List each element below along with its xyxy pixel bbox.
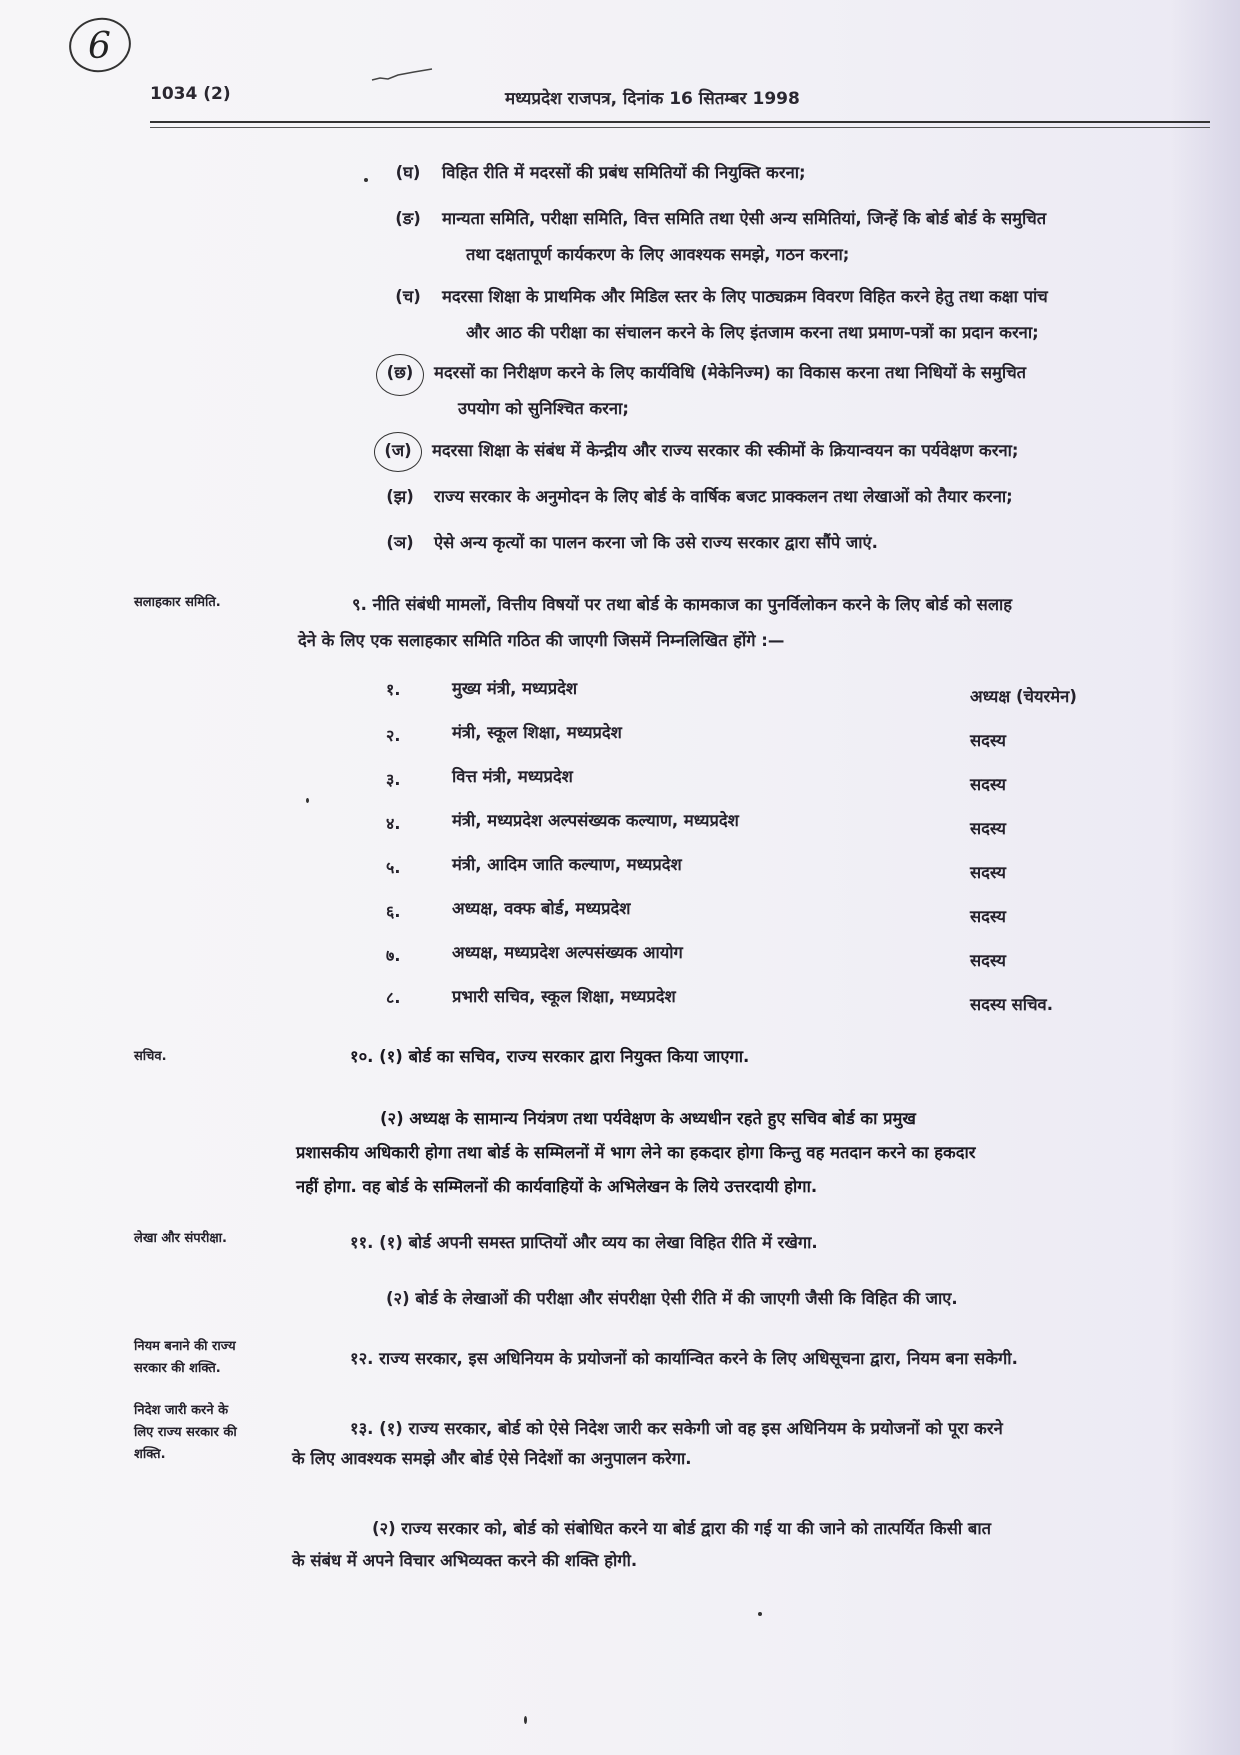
section10-p2-line1: (२) अध्यक्ष के सामान्य नियंत्रण तथा पर्यवेक्षण के अध्यधीन रहते हुए सचिव बोर्ड का प्रमुख xyxy=(380,1109,916,1128)
member-number: ७. xyxy=(386,946,401,965)
side-heading-line: सरकार की शक्ति. xyxy=(134,1361,221,1376)
section13-p1-line1: १३. (१) राज्य सरकार, बोर्ड को ऐसे निदेश जारी कर सकेगी जो वह इस अधिनियम के प्रयोजनों को पूरा करने xyxy=(350,1419,1003,1438)
member-number: २. xyxy=(386,726,401,745)
section9-line2: देने के लिए एक सलाहकार समिति गठित की जाएगी जिसमें निम्नलिखित होंगे :— xyxy=(298,631,785,650)
scan-speck xyxy=(306,798,309,803)
section10-p1: १०. (१) बोर्ड का सचिव, राज्य सरकार द्वारा नियुक्त किया जाएगा. xyxy=(350,1047,750,1066)
member-role: सदस्य xyxy=(970,907,1006,926)
member-role: सदस्य xyxy=(970,731,1006,750)
clause-text: मदरसों का निरीक्षण करने के लिए कार्यविधि (मेकेनिज्म) का विकास करना तथा निधियों के समुचित xyxy=(434,363,1027,382)
scan-speck xyxy=(364,178,368,182)
side-heading-line: शक्ति. xyxy=(134,1447,166,1462)
member-number: ६. xyxy=(386,902,401,921)
clause-label: (ज) xyxy=(384,441,412,460)
clause-text: मदरसा शिक्षा के प्राथमिक और मिडिल स्तर के लिए पाठ्यक्रम विवरण विहित करने हेतु तथा कक्षा पांच xyxy=(442,287,1048,306)
member-name: अध्यक्ष, मध्यप्रदेश अल्पसंख्यक आयोग xyxy=(452,943,683,962)
member-name: प्रभारी सचिव, स्कूल शिक्षा, मध्यप्रदेश xyxy=(452,987,676,1006)
clause-text-cont: और आठ की परीक्षा का संचालन करने के लिए इंतजाम करना तथा प्रमाण-पत्रों का प्रदान करना; xyxy=(466,323,1039,342)
member-name: मंत्री, आदिम जाति कल्याण, मध्यप्रदेश xyxy=(452,855,682,874)
member-role: अध्यक्ष (चेयरमेन) xyxy=(970,687,1077,706)
scan-speck xyxy=(524,1716,527,1724)
member-name: मंत्री, मध्यप्रदेश अल्पसंख्यक कल्याण, मध्यप्रदेश xyxy=(452,811,739,830)
member-name: वित्त मंत्री, मध्यप्रदेश xyxy=(452,767,573,786)
handwritten-circled-number xyxy=(66,14,134,76)
side-heading-directions xyxy=(134,1400,237,1466)
clause-label: (झ) xyxy=(386,487,414,506)
side-heading-rule-making xyxy=(134,1336,236,1380)
clause-label: (घ) xyxy=(395,163,421,182)
member-number: ५. xyxy=(386,858,401,877)
member-role: सदस्य xyxy=(970,819,1006,838)
side-heading-advisory-committee: सलाहकार समिति. xyxy=(134,595,221,610)
member-role: सदस्य सचिव. xyxy=(970,995,1053,1014)
section11-p2: (२) बोर्ड के लेखाओं की परीक्षा और संपरीक्षा ऐसी रीति में की जाएगी जैसी कि विहित की जाए. xyxy=(386,1289,958,1308)
handwritten-number-text: 6 xyxy=(88,26,111,67)
member-role: सदस्य xyxy=(970,863,1006,882)
header-rule xyxy=(150,121,1210,123)
clause-text: राज्य सरकार के अनुमोदन के लिए बोर्ड के वार्षिक बजट प्राक्कलन तथा लेखाओं को तैयार करना; xyxy=(434,487,1013,506)
member-number: १. xyxy=(386,680,401,699)
member-number: ८. xyxy=(386,988,401,1007)
header-gazette-title: मध्यप्रदेश राजपत्र, दिनांक 16 सितम्बर 1998 xyxy=(505,89,800,109)
clause-text-cont: तथा दक्षतापूर्ण कार्यकरण के लिए आवश्यक समझे, गठन करना; xyxy=(466,245,850,264)
member-number: ३. xyxy=(386,770,401,789)
section13-p2-line2: के संबंध में अपने विचार अभिव्यक्त करने की शक्ति होगी. xyxy=(292,1551,638,1570)
member-role: सदस्य xyxy=(970,951,1006,970)
clause-text-cont: उपयोग को सुनिश्चित करना; xyxy=(458,399,629,418)
scan-speck xyxy=(758,1612,762,1616)
section13-p1-line2: के लिए आवश्यक समझे और बोर्ड ऐसे निदेशों का अनुपालन करेगा. xyxy=(292,1449,692,1468)
clause-text: मान्यता समिति, परीक्षा समिति, वित्त समिति तथा ऐसी अन्य समितियां, जिन्हें कि बोर्ड बोर्ड के समुचित xyxy=(442,209,1047,228)
side-heading-secretary: सचिव. xyxy=(134,1049,167,1064)
scan-edge-shadow xyxy=(1170,0,1240,1755)
section12-p1: १२. राज्य सरकार, इस अधिनियम के प्रयोजनों को कार्यान्वित करने के लिए अधिसूचना द्वारा, नियम बना सकेगी. xyxy=(350,1349,1018,1368)
side-heading-line: निदेश जारी करने के xyxy=(134,1403,229,1418)
clause-label: (ङ) xyxy=(395,209,421,228)
section10-p2-line3: नहीं होगा. वह बोर्ड के सम्मिलनों की कार्यवाहियों के अभिलेखन के लिये उत्तरदायी होगा. xyxy=(296,1177,818,1196)
clause-text: ऐसे अन्य कृत्यों का पालन करना जो कि उसे राज्य सरकार द्वारा सौंपे जाएं. xyxy=(434,533,878,552)
pen-mark xyxy=(370,66,440,86)
section10-p2-line2: प्रशासकीय अधिकारी होगा तथा बोर्ड के सम्मिलनों में भाग लेने का हकदार होगा किन्तु वह मतदान करने का हकदार xyxy=(296,1143,976,1162)
section13-p2-line1: (२) राज्य सरकार को, बोर्ड को संबोधित करने या बोर्ड द्वारा की गई या की जाने को तात्पर्यित किसी बात xyxy=(372,1519,991,1538)
member-role: सदस्य xyxy=(970,775,1006,794)
member-name: मंत्री, स्कूल शिक्षा, मध्यप्रदेश xyxy=(452,723,622,742)
header-page-number: 1034 (2) xyxy=(150,84,231,104)
side-heading-accounts-audit: लेखा और संपरीक्षा. xyxy=(134,1231,227,1246)
member-number: ४. xyxy=(386,814,401,833)
clause-label: (छ) xyxy=(386,363,414,382)
side-heading-line: लिए राज्य सरकार की xyxy=(134,1425,237,1440)
section11-p1: ११. (१) बोर्ड अपनी समस्त प्राप्तियों और व्यय का लेखा विहित रीति में रखेगा. xyxy=(350,1233,818,1252)
clause-text: मदरसा शिक्षा के संबंध में केन्द्रीय और राज्य सरकार की स्कीमों के क्रियान्वयन का पर्यवेक्षण करना; xyxy=(432,441,1019,460)
clause-label: (ञ) xyxy=(386,533,414,552)
member-name: मुख्य मंत्री, मध्यप्रदेश xyxy=(452,679,578,698)
member-name: अध्यक्ष, वक्फ बोर्ड, मध्यप्रदेश xyxy=(452,899,631,918)
clause-text: विहित रीति में मदरसों की प्रबंध समितियों की नियुक्ति करना; xyxy=(442,163,806,182)
side-heading-line: नियम बनाने की राज्य xyxy=(134,1339,236,1354)
clause-label: (च) xyxy=(395,287,421,306)
header-rule-thin xyxy=(150,127,1210,128)
section9-line1: ९. नीति संबंधी मामलों, वित्तीय विषयों पर तथा बोर्ड के कामकाज का पुनर्विलोकन करने के लिए बोर्ड को सलाह xyxy=(352,595,1013,614)
